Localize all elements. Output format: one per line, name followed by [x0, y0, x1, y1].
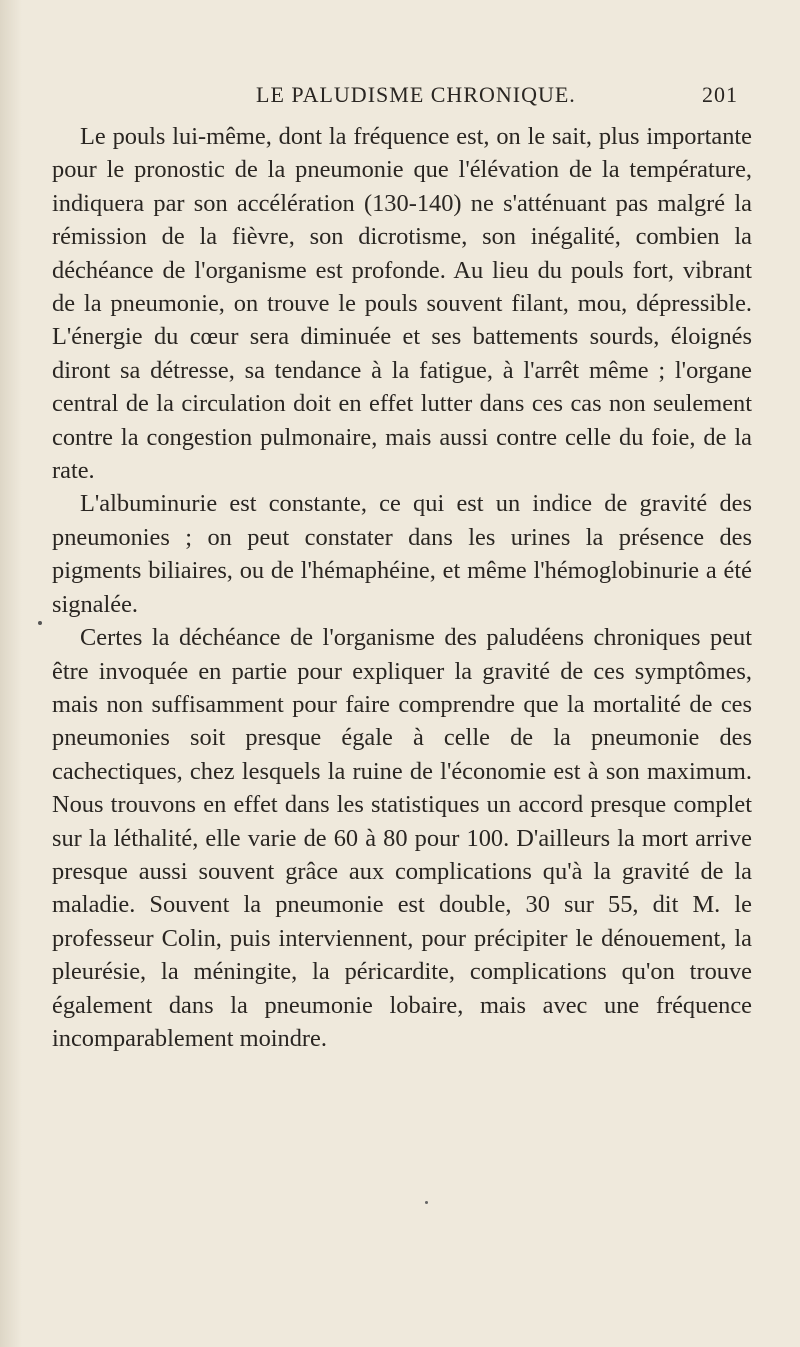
page-number: 201 [702, 82, 738, 107]
body-text [52, 120, 752, 1055]
paragraph-pouls: Le pouls lui-même, dont la fréquence est, on le sait, plus importante pour le pronostic de la pneumonie que l'élévation de la température, indiquera par son accélération (130-140) ne s'atténuant pas malgré la rémission de la fièvre, son dicrotisme, son inégalité, combien la déchéance de l'organisme est profonde. Au lieu du pouls fort, vibrant de la pneumonie, on trouve le pouls souvent filant, mou, dépressible. L'énergie du cœur sera diminuée et ses battements sourds, éloignés diront sa détresse, sa tendance à la fatigue, à l'arrêt même ; l'organe central de la circulation doit en effet lutter dans ces cas non seulement contre la congestion pulmonaire, mais aussi contre celle du foie, de la rate. [52, 123, 752, 485]
running-head [52, 82, 752, 116]
paragraph-decheance: Certes la déchéance de l'organisme des paludéens chroniques peut être invoquée en partie pour expliquer la gravité de ces symptômes, mais non suffisamment pour faire comprendre que la mortalité de ces pneumonies soit presque égale à celle de la pneumonie des cachectiques, chez lesquels la ruine de l'économie est à son maximum. Nous trouvons en effet dans les statistiques un accord presque complet sur la léthalité, elle varie de 60 à 80 pour 100. D'ailleurs la mort arrive presque aussi souvent grâce aux complications qu'à la gravité de la maladie. Souvent la pneumonie est double, 30 sur 55, dit M. le professeur Colin, puis interviennent, pour précipiter le dénouement, la pleurésie, la méningite, la péricardite, complications qu'on trouve également dans la pneumonie lobaire, mais avec une fréquence incomparablement moindre. [52, 624, 752, 1052]
running-head-title: LE PALUDISME CHRONIQUE. [256, 82, 576, 107]
stray-mark [425, 1201, 428, 1204]
margin-mark [38, 621, 42, 625]
paragraph-albuminurie: L'albuminurie est constante, ce qui est un indice de gravité des pneumonies ; on peut constater dans les urines la présence des pigments biliaires, ou de l'hémaphéine, et même l'hémoglobinurie a été signalée. [52, 490, 752, 618]
page-edge-shadow [0, 0, 22, 1347]
book-page [52, 82, 752, 1055]
